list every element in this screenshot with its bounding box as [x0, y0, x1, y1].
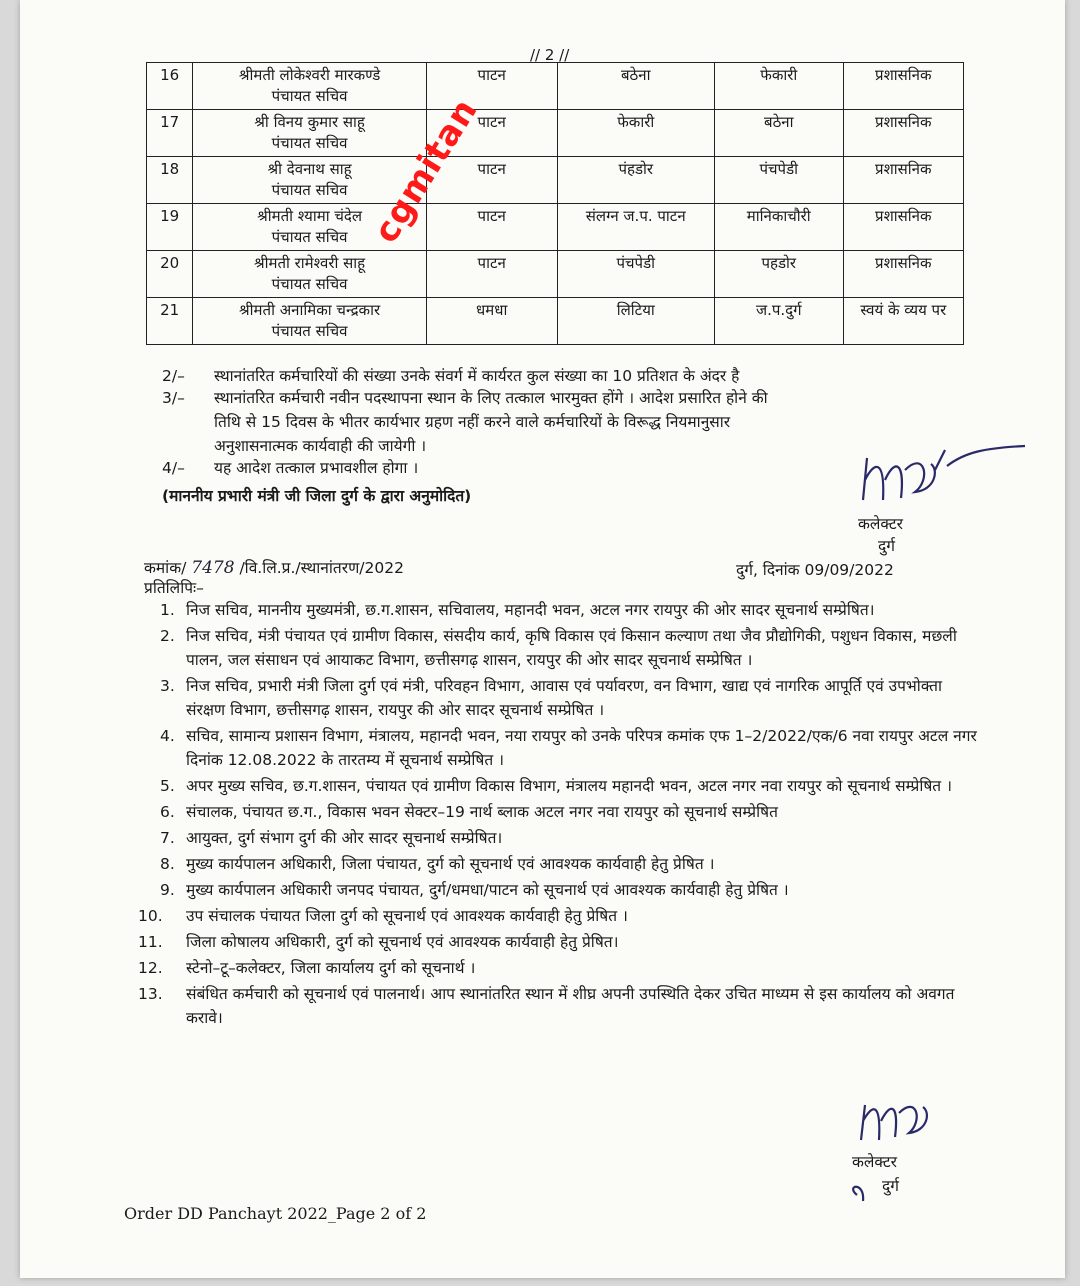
from-place-cell: लिटिया — [557, 298, 714, 345]
transfer-type-cell: स्वयं के व्यय पर — [843, 298, 963, 345]
list-item-text: संचालक, पंचायत छ.ग., विकास भवन सेक्टर–19 नार्थ ब्लाक अटल नगर नवा रायपुर को सूचनार्थ सम्प्रेषित — [186, 803, 778, 821]
signature-2-place: दुर्ग — [882, 1177, 899, 1195]
list-item-text: अपर मुख्य सचिव, छ.ग.शासन, पंचायत एवं ग्रामीण विकास विभाग, मंत्रालय महानदी भवन, अटल नगर नवा रायपुर को सूचनार्थ सम्प्रेषित । — [186, 777, 952, 795]
list-item — [160, 724, 980, 772]
signature-1-place: दुर्ग — [878, 537, 895, 555]
list-item-number: 9. — [160, 881, 175, 899]
block-cell: पाटन — [426, 63, 557, 110]
list-item-text: जिला कोषालय अधिकारी, दुर्ग को सूचनार्थ एवं आवश्यक कार्यवाही हेतु प्रेषित। — [186, 933, 619, 951]
list-item — [160, 624, 980, 672]
to-place-cell: ज.प.दुर्ग — [714, 298, 843, 345]
list-item-text: उप संचालक पंचायत जिला दुर्ग को सूचनार्थ एवं आवश्यक कार्यवाही हेतु प्रेषित । — [186, 907, 628, 925]
to-place-cell: पंचपेडी — [714, 157, 843, 204]
employee-designation: पंचायत सचिव — [271, 181, 348, 199]
block-cell: पाटन — [426, 251, 557, 298]
table-row — [147, 251, 964, 298]
employee-designation: पंचायत सचिव — [271, 134, 348, 152]
list-item — [138, 956, 980, 980]
footer-text: Order DD Panchayt 2022_Page 2 of 2 — [124, 1204, 427, 1223]
list-item — [160, 598, 980, 622]
block-cell: धमधा — [426, 298, 557, 345]
signature-2-title: कलेक्टर — [852, 1153, 898, 1171]
list-item-text: आयुक्त, दुर्ग संभाग दुर्ग की ओर सादर सूचनार्थ सम्प्रेषित। — [186, 829, 503, 847]
serial-number: 19 — [147, 204, 193, 251]
reference-number: कमांक/ 7478 /वि.लि.प्र./स्थानांतरण/2022 — [144, 558, 404, 578]
clause-3: 3/– स्थानांतरित कर्मचारी नवीन पदस्थापना स्थान के लिए तत्काल भारमुक्त होंगे । आदेश प्रसारित होने की तिथि से 15 दिवस के भीतर कार्यभार ग्रहण नहीं करने वाले कर्मचारियों के विरूद्ध नियमानुसार अनुशासनात्मक कार्यवाही की जायेगी । — [162, 389, 768, 455]
list-item — [160, 826, 980, 850]
employee-name-line: श्री विनय कुमार साहू — [254, 113, 365, 131]
serial-number: 18 — [147, 157, 193, 204]
list-item-number: 3. — [160, 677, 175, 695]
transfer-type-cell: प्रशासनिक — [843, 204, 963, 251]
employee-name-line: श्रीमती श्यामा चंदेल — [257, 207, 363, 225]
list-item-text: स्टेनो–टू–कलेक्टर, जिला कार्यालय दुर्ग को सूचनार्थ । — [186, 959, 476, 977]
from-place-cell: बठेना — [557, 63, 714, 110]
from-place-cell: संलग्न ज.प. पाटन — [557, 204, 714, 251]
list-item — [138, 930, 980, 954]
employee-name — [193, 298, 427, 345]
table-row — [147, 157, 964, 204]
signature-1 — [835, 440, 1035, 520]
employee-name-line: श्री देवनाथ साहू — [267, 160, 352, 178]
transfer-type-cell: प्रशासनिक — [843, 251, 963, 298]
serial-number: 17 — [147, 110, 193, 157]
from-place-cell: पंचपेडी — [557, 251, 714, 298]
list-item-text: संबंधित कर्मचारी को सूचनार्थ एवं पालनार्थ। आप स्थानांतरित स्थान में शीघ्र अपनी उपस्थिति देकर उचित माध्यम से इस कार्यालय को अवगत करावे। — [186, 985, 955, 1027]
list-item-number: 8. — [160, 855, 175, 873]
table-row — [147, 204, 964, 251]
approval-note: (माननीय प्रभारी मंत्री जी जिला दुर्ग के द्वारा अनुमोदित) — [162, 487, 472, 505]
serial-number: 16 — [147, 63, 193, 110]
list-item-text: मुख्य कार्यपालन अधिकारी जनपद पंचायत, दुर्ग/धमधा/पाटन को सूचनार्थ एवं आवश्यक कार्यवाही हेतु प्रेषित । — [186, 881, 789, 899]
list-item-number: 2. — [160, 627, 175, 645]
document-page — [20, 0, 1065, 1278]
list-item-number: 10. — [138, 907, 163, 925]
list-item-text: निज सचिव, प्रभारी मंत्री जिला दुर्ग एवं मंत्री, परिवहन विभाग, आवास एवं पर्यावरण, वन विभाग, खाद्य एवं नागरिक आपूर्ति एवं उपभोक्ता संरक्षण विभाग, छत्तीसगढ़ शासन, रायपुर की ओर सादर सूचनार्थ सम्प्रेषित । — [186, 677, 942, 719]
list-item — [160, 674, 980, 722]
block-cell: पाटन — [426, 110, 557, 157]
employee-name — [193, 251, 427, 298]
table-row — [147, 63, 964, 110]
employee-designation: पंचायत सचिव — [271, 228, 348, 246]
list-item — [160, 852, 980, 876]
to-place-cell: बठेना — [714, 110, 843, 157]
to-place-cell: पहडोर — [714, 251, 843, 298]
list-item — [160, 774, 980, 798]
employee-designation: पंचायत सचिव — [271, 322, 348, 340]
list-item-text: निज सचिव, मंत्री पंचायत एवं ग्रामीण विकास, संसदीय कार्य, कृषि विकास एवं किसान कल्याण तथा जैव प्रौद्योगिकी, पशुधन विकास, मछली पालन, जल संसाधन एवं आयाकट विभाग, छत्तीसगढ़ शासन, रायपुर की ओर सादर सूचनार्थ सम्प्रेषित । — [186, 627, 957, 669]
list-item-text: सचिव, सामान्य प्रशासन विभाग, मंत्रालय, महानदी भवन, नया रायपुर को उनके परिपत्र कमांक एफ 1–2/2022/एक/6 नवा रायपुर अटल नगर दिनांक 12.08.2022 के तारतम्य में सूचनार्थ सम्प्रेषित । — [186, 727, 977, 769]
list-item-number: 11. — [138, 933, 163, 951]
employee-name-line: श्रीमती अनामिका चन्द्रकार — [239, 301, 381, 319]
list-item-number: 1. — [160, 601, 175, 619]
list-item — [160, 800, 980, 824]
transfer-type-cell: प्रशासनिक — [843, 63, 963, 110]
block-cell: पाटन — [426, 204, 557, 251]
from-place-cell: पंहडोर — [557, 157, 714, 204]
page-number: // 2 // — [530, 46, 570, 64]
list-item-number: 12. — [138, 959, 163, 977]
employee-name — [193, 63, 427, 110]
transfer-table — [146, 62, 964, 345]
order-date: दुर्ग, दिनांक 09/09/2022 — [736, 561, 894, 579]
employee-name-line: श्रीमती रामेश्वरी साहू — [253, 254, 366, 272]
list-item-number: 7. — [160, 829, 175, 847]
to-place-cell: मानिकाचौरी — [714, 204, 843, 251]
table-row — [147, 110, 964, 157]
employee-designation: पंचायत सचिव — [271, 275, 348, 293]
list-item — [138, 982, 980, 1030]
list-item — [160, 878, 980, 902]
employee-designation: पंचायत सचिव — [271, 87, 348, 105]
transfer-type-cell: प्रशासनिक — [843, 157, 963, 204]
serial-number: 21 — [147, 298, 193, 345]
employee-name — [193, 110, 427, 157]
watermark: cgmitan — [366, 91, 486, 251]
table-row — [147, 298, 964, 345]
clause-2: 2/– स्थानांतरित कर्मचारियों की संख्या उनके संवर्ग में कार्यरत कुल संख्या का 10 प्रतिशत के अंदर है — [162, 367, 740, 385]
signature-1-title: कलेक्टर — [858, 515, 904, 533]
list-item — [138, 904, 980, 928]
copy-list — [138, 598, 980, 1032]
list-item-number: 6. — [160, 803, 175, 821]
copy-label: प्रतिलिपिः– — [144, 579, 204, 597]
list-item-number: 5. — [160, 777, 175, 795]
list-item-text: निज सचिव, माननीय मुख्यमंत्री, छ.ग.शासन, सचिवालय, महानदी भवन, अटल नगर रायपुर की ओर सादर सूचनार्थ सम्प्रेषित। — [186, 601, 875, 619]
list-item-number: 13. — [138, 985, 163, 1003]
from-place-cell: फेकारी — [557, 110, 714, 157]
block-cell: पाटन — [426, 157, 557, 204]
serial-number: 20 — [147, 251, 193, 298]
employee-name-line: श्रीमती लोकेश्वरी मारकण्डे — [238, 66, 381, 84]
list-item-text: मुख्य कार्यपालन अधिकारी, जिला पंचायत, दुर्ग को सूचनार्थ एवं आवश्यक कार्यवाही हेतु प्रेषित । — [186, 855, 715, 873]
to-place-cell: फेकारी — [714, 63, 843, 110]
list-item-number: 4. — [160, 727, 175, 745]
transfer-type-cell: प्रशासनिक — [843, 110, 963, 157]
clause-4: 4/– यह आदेश तत्काल प्रभावशील होगा । — [162, 459, 419, 477]
